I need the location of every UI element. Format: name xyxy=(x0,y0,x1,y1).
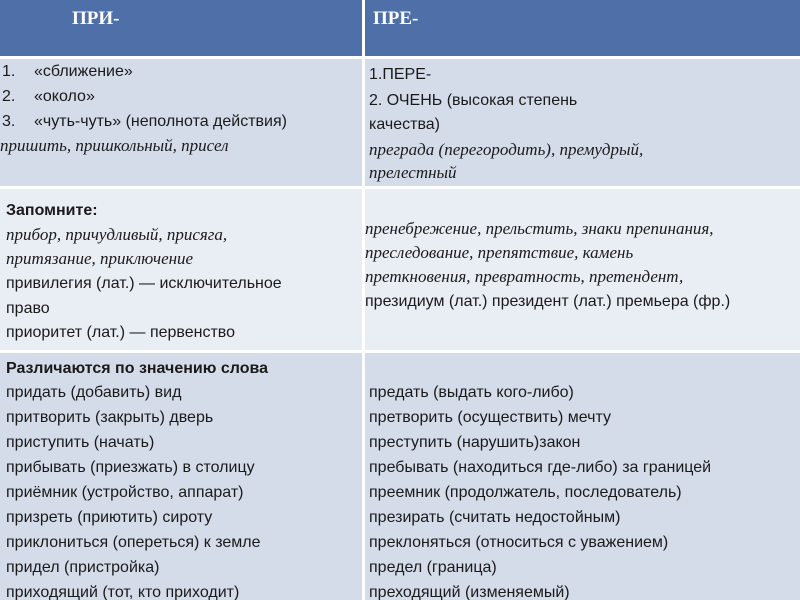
list-item: придел (пристройка) xyxy=(6,559,160,576)
row2-right-cell xyxy=(365,189,800,350)
remember-title: Запомните: xyxy=(6,202,98,219)
list-item: предать (выдать кого-либо) xyxy=(369,384,574,401)
row2-left-cell xyxy=(0,189,362,350)
list-text: «сближение» xyxy=(34,63,133,80)
list-item xyxy=(2,112,287,132)
note-line: президиум (лат.) президент (лат.) премьера (фр.) xyxy=(365,293,731,310)
list-item: преклоняться (относиться с уважением) xyxy=(369,534,669,551)
list-item: приступить (начать) xyxy=(6,434,155,451)
rule-line: качества) xyxy=(369,116,441,133)
examples-text: преследование, препятствие, камень xyxy=(365,243,634,262)
header-cell-pre xyxy=(365,0,800,56)
list-text: «чуть-чуть» (неполнота действия) xyxy=(34,113,287,130)
list-item: преходящий (изменяемый) xyxy=(369,584,570,600)
row1-right-cell xyxy=(365,59,800,186)
list-number: 2. xyxy=(2,88,16,105)
note-line: привилегия (лат.) — исключительное xyxy=(6,275,282,292)
list-item: претворить (осуществить) мечту xyxy=(369,409,611,426)
examples-text: прелестный xyxy=(369,163,457,182)
list-item: притворить (закрыть) дверь xyxy=(6,409,214,426)
examples-text: прибор, причудливый, присяга, xyxy=(6,225,228,244)
list-number: 1. xyxy=(2,63,16,80)
list-number: 3. xyxy=(2,113,16,130)
header-pre-label: ПРЕ- xyxy=(373,8,419,29)
list-item: приклониться (опереться) к земле xyxy=(6,534,261,551)
row3-right-cell xyxy=(365,353,800,600)
list-item: прибывать (приезжать) в столицу xyxy=(6,459,255,476)
list-item: преемник (продолжатель, последователь) xyxy=(369,484,682,501)
list-item: предел (граница) xyxy=(369,559,497,576)
examples-text: преграда (перегородить), премудрый, xyxy=(369,140,644,159)
row-divider xyxy=(0,186,800,189)
row3-left-cell xyxy=(0,353,362,600)
list-item: приёмник (устройство, аппарат) xyxy=(6,484,244,501)
differ-title: Различаются по значению слова xyxy=(6,360,268,377)
row-divider xyxy=(0,56,800,59)
row1-left-cell xyxy=(0,59,362,186)
header-cell-pri xyxy=(0,0,362,56)
list-item: пребывать (находиться где-либо) за границей xyxy=(369,459,712,476)
header-pri-label: ПРИ- xyxy=(72,8,120,29)
examples-text: преткновения, превратность, претендент, xyxy=(365,267,684,286)
column-divider xyxy=(362,0,365,600)
note-line: приоритет (лат.) — первенство xyxy=(6,324,236,341)
rule-line: 1.ПЕРЕ- xyxy=(369,66,432,83)
list-item: презирать (считать недостойным) xyxy=(369,509,621,526)
list-item: придать (добавить) вид xyxy=(6,384,182,401)
examples-text: притязание, приключение xyxy=(6,249,194,268)
list-item xyxy=(2,87,95,107)
list-item: преступить (нарушить)закон xyxy=(369,434,581,451)
list-item xyxy=(2,62,133,82)
examples-text: пренебрежение, прельстить, знаки препинания, xyxy=(365,219,714,238)
list-item: приходящий (тот, кто приходит) xyxy=(6,584,240,600)
list-text: «около» xyxy=(34,88,95,105)
rule-line: 2. ОЧЕНЬ (высокая степень xyxy=(369,92,578,109)
list-item: призреть (приютить) сироту xyxy=(6,509,213,526)
note-line: право xyxy=(6,300,50,317)
examples-text: пришить, пришкольный, присел xyxy=(0,136,229,155)
row-divider xyxy=(0,350,800,353)
